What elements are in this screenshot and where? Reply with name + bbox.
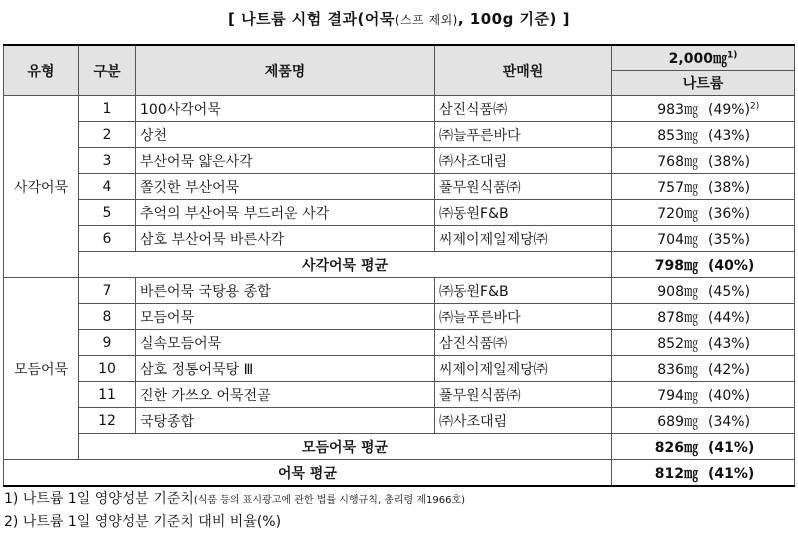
sodium-cell — [612, 200, 795, 226]
group-average-row — [4, 434, 795, 460]
row-number: 1 — [79, 96, 136, 122]
sodium-percent: (45%) — [708, 283, 751, 300]
table-row — [4, 200, 795, 226]
seller-name: 씨제이제일제당㈜ — [435, 226, 612, 252]
row-number: 11 — [79, 382, 136, 408]
sodium-percent: (44%) — [708, 309, 751, 326]
sodium-cell — [612, 278, 795, 304]
title-small: (스프 제외) — [394, 13, 458, 27]
sodium-percent: (43%) — [708, 335, 751, 352]
sodium-cell — [612, 460, 795, 487]
row-number: 12 — [79, 408, 136, 434]
row-number: 4 — [79, 174, 136, 200]
sodium-percent: (43%) — [708, 127, 751, 144]
footnote-1 — [4, 488, 465, 508]
seller-name: 삼진식품㈜ — [435, 96, 612, 122]
sodium-cell — [612, 304, 795, 330]
header-seller: 판매원 — [435, 45, 612, 96]
sodium-percent: (34%) — [708, 413, 751, 430]
header-no: 구분 — [79, 45, 136, 96]
product-name: 100사각어묵 — [136, 96, 435, 122]
table-row — [4, 304, 795, 330]
sodium-cell — [612, 382, 795, 408]
group-average-row — [4, 252, 795, 278]
seller-name: 풀무원식품㈜ — [435, 174, 612, 200]
page-title — [0, 8, 798, 29]
header-sodium-ref-value: 2,000㎎ — [668, 51, 727, 67]
sodium-cell — [612, 356, 795, 382]
seller-name: ㈜동원F&B — [435, 200, 612, 226]
sodium-value: 757㎎ — [657, 179, 698, 196]
sodium-cell — [612, 148, 795, 174]
sodium-value: 794㎎ — [657, 387, 698, 404]
product-name: 바른어묵 국탕용 종합 — [136, 278, 435, 304]
sodium-cell — [612, 174, 795, 200]
overall-average-label: 어묵 평균 — [4, 460, 612, 487]
table-body — [4, 96, 795, 487]
overall-average-row — [4, 460, 795, 487]
product-name: 모듬어묵 — [136, 304, 435, 330]
sodium-value: 983㎎ — [657, 101, 698, 118]
sodium-value: 852㎎ — [657, 335, 698, 352]
sodium-results-table — [3, 44, 795, 487]
product-name: 진한 가쓰오 어묵전골 — [136, 382, 435, 408]
header-sodium: 나트륨 — [612, 71, 795, 96]
product-name: 삼호 정통어묵탕 Ⅲ — [136, 356, 435, 382]
sodium-cell — [612, 252, 795, 278]
product-name: 실속모듬어묵 — [136, 330, 435, 356]
sodium-cell — [612, 122, 795, 148]
seller-name: ㈜동원F&B — [435, 278, 612, 304]
sodium-cell — [612, 434, 795, 460]
sodium-value: 720㎎ — [657, 205, 698, 222]
header-type: 유형 — [4, 45, 79, 96]
sodium-percent: (38%) — [708, 179, 751, 196]
sodium-value: 798㎎ — [654, 257, 698, 274]
footnote-2-text: 2) 나트륨 1일 영양성분 기준치 대비 비율(%) — [4, 514, 282, 530]
row-number: 10 — [79, 356, 136, 382]
sodium-percent: (49%) — [708, 101, 751, 118]
sodium-percent: (41%) — [708, 439, 755, 456]
row-number: 2 — [79, 122, 136, 148]
seller-name: 씨제이제일제당㈜ — [435, 356, 612, 382]
product-name: 상천 — [136, 122, 435, 148]
row-number: 3 — [79, 148, 136, 174]
group-type: 사각어묵 — [4, 96, 79, 278]
sodium-percent: (40%) — [708, 257, 755, 274]
seller-name: ㈜늘푸른바다 — [435, 122, 612, 148]
sodium-percent: (36%) — [708, 205, 751, 222]
product-name: 삼호 부산어묵 바른사각 — [136, 226, 435, 252]
table-row — [4, 174, 795, 200]
sodium-value: 853㎎ — [657, 127, 698, 144]
table-row — [4, 330, 795, 356]
sodium-value: 812㎎ — [654, 465, 698, 482]
sodium-value: 689㎎ — [657, 413, 698, 430]
row-number: 9 — [79, 330, 136, 356]
sodium-value: 826㎎ — [654, 439, 698, 456]
seller-name: 풀무원식품㈜ — [435, 382, 612, 408]
product-name: 국탕종합 — [136, 408, 435, 434]
sodium-percent: (41%) — [708, 465, 755, 482]
sodium-value: 878㎎ — [657, 309, 698, 326]
header-sodium-ref — [612, 45, 795, 71]
table-row — [4, 122, 795, 148]
product-name: 부산어묵 얇은사각 — [136, 148, 435, 174]
row-number: 8 — [79, 304, 136, 330]
product-name: 쫄깃한 부산어묵 — [136, 174, 435, 200]
title-prefix: [ 나트륨 시험 결과(어묵 — [228, 10, 395, 28]
sodium-percent: (40%) — [708, 387, 751, 404]
table-row — [4, 226, 795, 252]
table-row — [4, 382, 795, 408]
row-number: 7 — [79, 278, 136, 304]
footnote-1-small: (식품 등의 표시광고에 관한 법률 시행규칙, 총리령 제1966호) — [193, 495, 466, 506]
table-row — [4, 356, 795, 382]
group-average-label: 사각어묵 평균 — [79, 252, 612, 278]
table-row — [4, 408, 795, 434]
sodium-percent: (42%) — [708, 361, 751, 378]
title-suffix: , 100g 기준) ] — [457, 10, 570, 28]
sodium-percent: (38%) — [708, 153, 751, 170]
seller-name: ㈜늘푸른바다 — [435, 304, 612, 330]
group-type: 모듬어묵 — [4, 278, 79, 460]
sodium-value: 768㎎ — [657, 153, 698, 170]
table-row — [4, 148, 795, 174]
sodium-value: 704㎎ — [657, 231, 698, 248]
row-number: 5 — [79, 200, 136, 226]
sodium-cell — [612, 226, 795, 252]
sodium-cell — [612, 96, 795, 122]
seller-name: ㈜사조대림 — [435, 148, 612, 174]
sodium-value: 908㎎ — [657, 283, 698, 300]
seller-name: ㈜사조대림 — [435, 408, 612, 434]
row-number: 6 — [79, 226, 136, 252]
sodium-cell — [612, 408, 795, 434]
header-sodium-ref-note: 1) — [726, 50, 738, 61]
product-name: 추억의 부산어묵 부드러운 사각 — [136, 200, 435, 226]
sodium-note: 2) — [750, 100, 760, 111]
header-product: 제품명 — [136, 45, 435, 96]
table-row — [4, 278, 795, 304]
sodium-value: 836㎎ — [657, 361, 698, 378]
footnote-2 — [4, 511, 281, 531]
group-average-label: 모듬어묵 평균 — [79, 434, 612, 460]
footnote-1-text: 1) 나트륨 1일 영양성분 기준치 — [4, 491, 194, 507]
seller-name: 삼진식품㈜ — [435, 330, 612, 356]
table-row — [4, 96, 795, 122]
sodium-cell — [612, 330, 795, 356]
sodium-percent: (35%) — [708, 231, 751, 248]
